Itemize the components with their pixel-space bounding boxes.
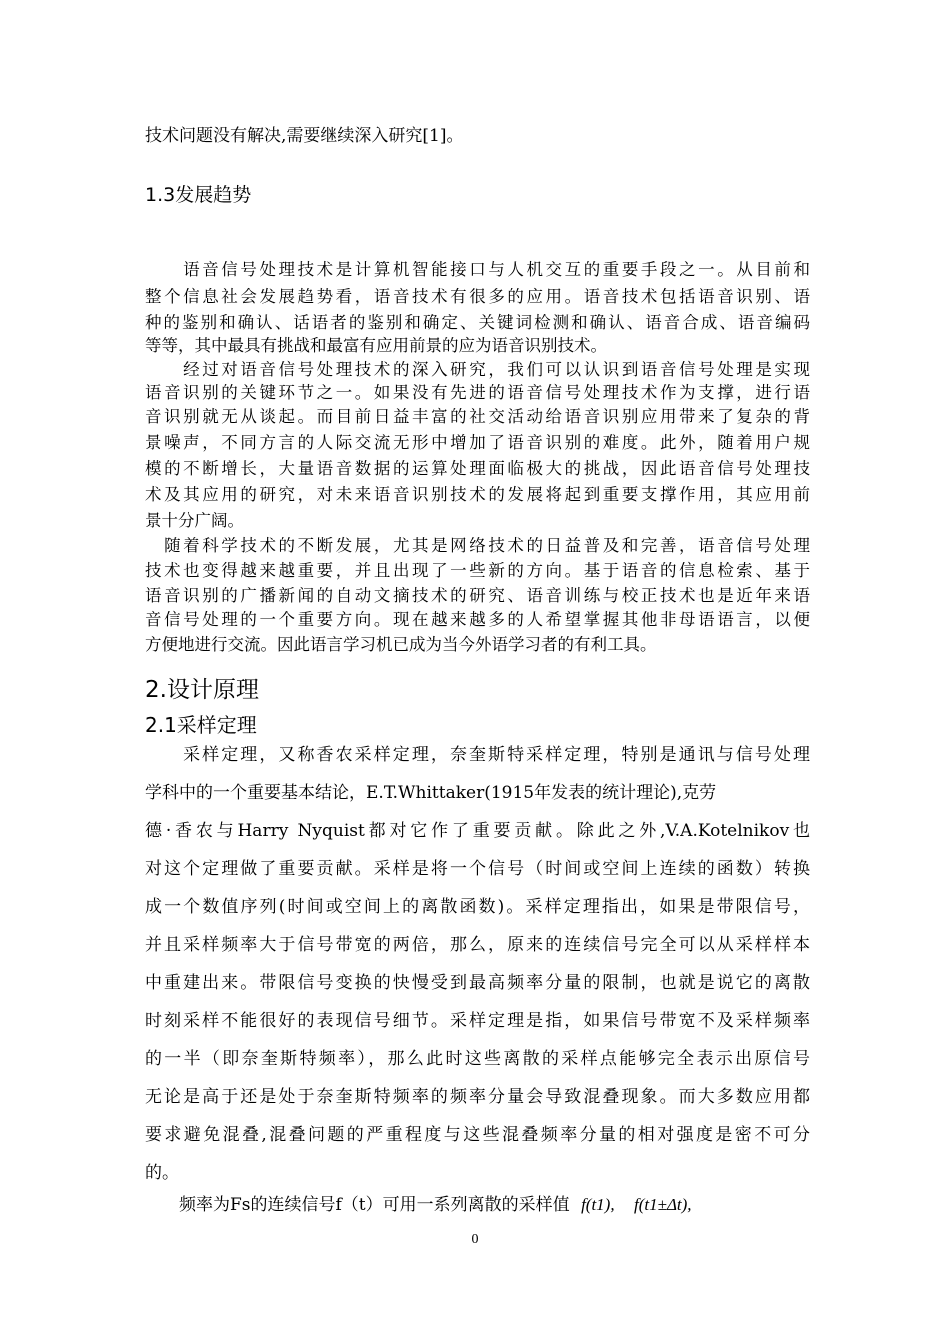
text-span: 频率为Fs的连续信号f（t）可用一系列离散的采样值	[145, 1195, 570, 1215]
text-line: 技术也变得越来越重要，并且出现了一些新的方向。基于语音的信息检索、基于	[145, 561, 810, 580]
text-line: 中重建出来。带限信号变换的快慢受到最高频率分量的限制，也就是说它的离散	[145, 973, 810, 993]
section-heading-2: 2.设计原理	[145, 677, 259, 703]
text-line: 术及其应用的研究，对未来语音识别技术的发展将起到重要支撑作用，其应用前	[145, 485, 810, 504]
text-line: 模的不断增长，大量语音数据的运算处理面临极大的挑战，因此语音信号处理技	[145, 459, 810, 478]
text-line: 的一半（即奈奎斯特频率），那么此时这些离散的采样点能够完全表示出原信号	[145, 1049, 810, 1069]
text-line: 德·香农与Harry Nyquist都对它作了重要贡献。除此之外,V.A.Kotelnikov也	[145, 821, 810, 841]
text-line: 随着科学技术的不断发展，尤其是网络技术的日益普及和完善，语音信号处理	[145, 536, 810, 555]
text-line: 无论是高于还是处于奈奎斯特频率的频率分量会导致混叠现象。而大多数应用都	[145, 1087, 810, 1107]
text-line: 语音识别的关键环节之一。如果没有先进的语音信号处理技术作为支撑，进行语	[145, 383, 810, 402]
intro-tail-line: 技术问题没有解决,需要继续深入研究[1]。	[145, 126, 464, 146]
text-line: 语音识别的广播新闻的自动文摘技术的研究、语音训练与校正技术也是近年来语	[145, 586, 810, 605]
text-line: 经过对语音信号处理技术的深入研究，我们可以认识到语音信号处理是实现	[145, 360, 810, 379]
text-line: 采样定理，又称香农采样定理，奈奎斯特采样定理，特别是通讯与信号处理	[145, 745, 810, 765]
text-line: 种的鉴别和确认、话语者的鉴别和确定、关键词检测和确认、语音合成、语音编码	[145, 313, 810, 332]
text-line: 音识别就无从谈起。而目前日益丰富的社交活动给语音识别应用带来了复杂的背	[145, 407, 810, 426]
text-line: 整个信息社会发展趋势看，语音技术有很多的应用。语音技术包括语音识别、语	[145, 287, 810, 306]
text-line: 成一个数值序列(时间或空间上的离散函数)。采样定理指出，如果是带限信号，	[145, 897, 810, 917]
text-line: 对这个定理做了重要贡献。采样是将一个信号（时间或空间上连续的函数）转换	[145, 859, 810, 879]
text-line: 方便地进行交流。因此语言学习机已成为当今外语学习者的有利工具。	[145, 635, 657, 654]
text-line: 的。	[145, 1163, 179, 1183]
formula-line	[145, 1196, 810, 1214]
text-line: 语音信号处理技术是计算机智能接口与人机交互的重要手段之一。从目前和	[145, 260, 810, 279]
text-line: 景噪声，不同方言的人际交流无形中增加了语音识别的难度。此外，随着用户规	[145, 433, 810, 452]
text-line: 景十分广阔。	[145, 511, 244, 530]
text-line: 等等，其中最具有挑战和最富有应用前景的应为语音识别技术。	[145, 336, 607, 355]
text-line: 时刻采样不能很好的表现信号细节。采样定理是指，如果信号带宽不及采样频率	[145, 1011, 810, 1031]
text-line: 学科中的一个重要基本结论，E.T.Whittaker(1915年发表的统计理论),克劳	[145, 783, 717, 803]
text-line: 并且采样频率大于信号带宽的两倍，那么，原来的连续信号完全可以从采样样本	[145, 935, 810, 955]
formula-f-t1: f(t1),	[581, 1195, 615, 1214]
text-line: 要求避免混叠,混叠问题的严重程度与这些混叠频率分量的相对强度是密不可分	[145, 1125, 810, 1145]
formula-f-t1-pm-dt: f(t1±Δt),	[634, 1195, 692, 1214]
section-heading-1-3: 1.3发展趋势	[145, 184, 252, 206]
section-heading-2-1: 2.1采样定理	[145, 713, 257, 737]
page-number: 0	[471, 1232, 479, 1247]
text-line: 音信号处理的一个重要方向。现在越来越多的人希望掌握其他非母语语言，以便	[145, 610, 810, 629]
